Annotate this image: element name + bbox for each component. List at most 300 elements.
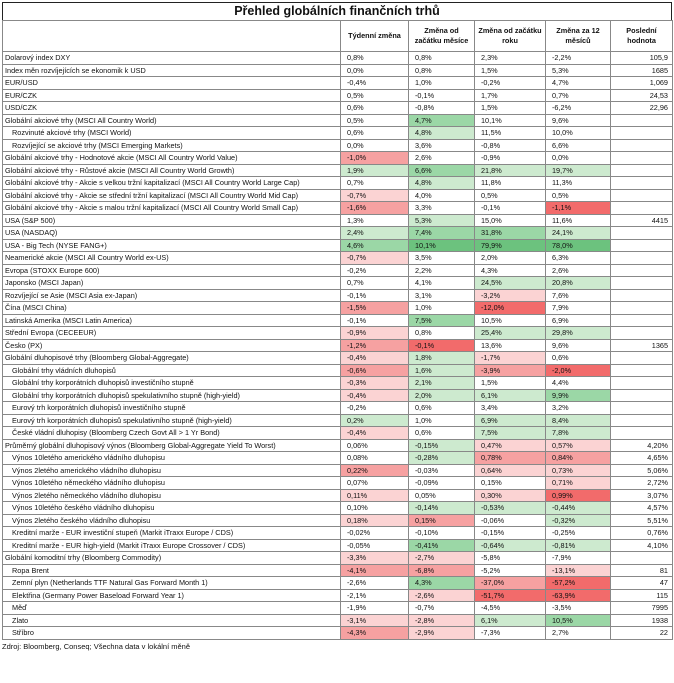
col-header-last: Poslední hodnota (611, 21, 673, 52)
12m-cell: 0,71% (546, 477, 611, 490)
last-value-cell: 4,65% (611, 452, 673, 465)
weekly-cell: -1,9% (341, 602, 409, 615)
mtd-cell: -0,7% (409, 602, 475, 615)
table-row (3, 202, 673, 215)
mtd-cell: 1,0% (409, 414, 475, 427)
mtd-cell: -2,7% (409, 552, 475, 565)
weekly-cell: 0,11% (341, 489, 409, 502)
ytd-cell: -0,53% (475, 502, 546, 515)
table-row (3, 377, 673, 390)
last-value-cell (611, 402, 673, 415)
mtd-cell: 0,6% (409, 427, 475, 440)
12m-cell: 11,3% (546, 177, 611, 190)
table-row (3, 464, 673, 477)
weekly-cell: 0,6% (341, 102, 409, 115)
row-label: Česko (PX) (3, 339, 341, 352)
last-value-cell (611, 364, 673, 377)
12m-cell: 7,9% (546, 302, 611, 315)
table-row (3, 602, 673, 615)
mtd-cell: 2,2% (409, 264, 475, 277)
12m-cell: 0,57% (546, 439, 611, 452)
ytd-cell: 2,3% (475, 52, 546, 65)
12m-cell: 4,4% (546, 377, 611, 390)
row-label: Výnos 2letého českého vládního dluhopisu (3, 514, 341, 527)
ytd-cell: 1,5% (475, 102, 546, 115)
row-label: Neamerické akcie (MSCI All Country World ex-US) (3, 252, 341, 265)
12m-cell: -0,25% (546, 527, 611, 540)
mtd-cell: 4,1% (409, 277, 475, 290)
ytd-cell: 6,1% (475, 389, 546, 402)
table-row (3, 314, 673, 327)
ytd-cell: -0,64% (475, 539, 546, 552)
mtd-cell: -2,6% (409, 589, 475, 602)
12m-cell: -57,2% (546, 577, 611, 590)
row-label: Globální akciové trhy - Akcie se střední tržní kapitalizací (MSCI All Country World Mid Cap) (3, 189, 341, 202)
last-value-cell: 1685 (611, 64, 673, 77)
table-row (3, 339, 673, 352)
mtd-cell: -0,03% (409, 464, 475, 477)
table-row (3, 102, 673, 115)
weekly-cell: 0,7% (341, 277, 409, 290)
12m-cell: 20,8% (546, 277, 611, 290)
last-value-cell (611, 264, 673, 277)
row-label: Výnos 2letého amerického vládního dluhopisu (3, 464, 341, 477)
last-value-cell (611, 377, 673, 390)
ytd-cell: 4,3% (475, 264, 546, 277)
mtd-cell: -0,28% (409, 452, 475, 465)
weekly-cell: 0,0% (341, 139, 409, 152)
ytd-cell: -0,15% (475, 527, 546, 540)
table-row (3, 627, 673, 640)
12m-cell: 0,5% (546, 189, 611, 202)
weekly-cell: -0,6% (341, 364, 409, 377)
mtd-cell: 0,8% (409, 327, 475, 340)
last-value-cell (611, 114, 673, 127)
12m-cell: -3,5% (546, 602, 611, 615)
table-row (3, 227, 673, 240)
12m-cell: 7,8% (546, 427, 611, 440)
mtd-cell: -0,10% (409, 527, 475, 540)
12m-cell: 9,9% (546, 389, 611, 402)
weekly-cell: 1,3% (341, 214, 409, 227)
mtd-cell: 10,1% (409, 239, 475, 252)
mtd-cell: -2,9% (409, 627, 475, 640)
ytd-cell: 7,5% (475, 427, 546, 440)
weekly-cell: 1,9% (341, 164, 409, 177)
mtd-cell: 0,05% (409, 489, 475, 502)
last-value-cell: 3,07% (611, 489, 673, 502)
last-value-cell (611, 239, 673, 252)
last-value-cell: 1,069 (611, 77, 673, 90)
weekly-cell: 0,0% (341, 64, 409, 77)
table-row (3, 139, 673, 152)
last-value-cell (611, 202, 673, 215)
weekly-cell: 0,10% (341, 502, 409, 515)
table-row (3, 352, 673, 365)
row-label: USD/CZK (3, 102, 341, 115)
last-value-cell (611, 252, 673, 265)
row-label: USA - Big Tech (NYSE FANG+) (3, 239, 341, 252)
ytd-cell: -0,1% (475, 202, 546, 215)
last-value-cell: 105,9 (611, 52, 673, 65)
table-row (3, 427, 673, 440)
ytd-cell: -0,06% (475, 514, 546, 527)
table-row (3, 64, 673, 77)
table-row (3, 514, 673, 527)
weekly-cell: -0,3% (341, 377, 409, 390)
12m-cell: 4,7% (546, 77, 611, 90)
row-label: Střední Evropa (CECEEUR) (3, 327, 341, 340)
col-header-mtd: Změna od začátku měsíce (409, 21, 475, 52)
table-row (3, 552, 673, 565)
table-row (3, 239, 673, 252)
row-label: Rozvíjející se akciové trhy (MSCI Emerging Markets) (3, 139, 341, 152)
table-row (3, 164, 673, 177)
last-value-cell (611, 314, 673, 327)
12m-cell: 9,6% (546, 114, 611, 127)
weekly-cell: -0,2% (341, 402, 409, 415)
mtd-cell: 0,6% (409, 402, 475, 415)
last-value-cell: 4,57% (611, 502, 673, 515)
ytd-cell: 0,64% (475, 464, 546, 477)
table-row (3, 289, 673, 302)
weekly-cell: 0,22% (341, 464, 409, 477)
row-label: Globální akciové trhy - Růstové akcie (MSCI All Country World Growth) (3, 164, 341, 177)
table-row (3, 77, 673, 90)
table-row (3, 564, 673, 577)
last-value-cell: 22 (611, 627, 673, 640)
12m-cell: 0,99% (546, 489, 611, 502)
last-value-cell: 22,96 (611, 102, 673, 115)
row-label: Evropa (STOXX Europe 600) (3, 264, 341, 277)
report-title: Přehled globálních finančních trhů (2, 2, 672, 20)
row-label: Japonsko (MSCI Japan) (3, 277, 341, 290)
mtd-cell: 2,6% (409, 152, 475, 165)
weekly-cell: -0,7% (341, 189, 409, 202)
last-value-cell (611, 327, 673, 340)
weekly-cell: -1,2% (341, 339, 409, 352)
row-label: Globální akciové trhy - Akcie s velkou tržní kapitalizací (MSCI All Country World Large Cap) (3, 177, 341, 190)
12m-cell: 0,7% (546, 89, 611, 102)
ytd-cell: 31,8% (475, 227, 546, 240)
mtd-cell: 2,1% (409, 377, 475, 390)
ytd-cell: 24,5% (475, 277, 546, 290)
weekly-cell: 0,07% (341, 477, 409, 490)
mtd-cell: 4,7% (409, 114, 475, 127)
mtd-cell: 0,8% (409, 64, 475, 77)
mtd-cell: -0,41% (409, 539, 475, 552)
12m-cell: 0,73% (546, 464, 611, 477)
weekly-cell: -0,4% (341, 427, 409, 440)
ytd-cell: -7,3% (475, 627, 546, 640)
ytd-cell: 0,47% (475, 439, 546, 452)
last-value-cell: 81 (611, 564, 673, 577)
mtd-cell: -0,15% (409, 439, 475, 452)
ytd-cell: -51,7% (475, 589, 546, 602)
row-label: Globální akciové trhy - Akcie s malou tržní kapitalizací (MSCI All Country World Small Cap) (3, 202, 341, 215)
ytd-cell: -0,9% (475, 152, 546, 165)
ytd-cell: -0,2% (475, 77, 546, 90)
ytd-cell: 11,8% (475, 177, 546, 190)
table-row (3, 114, 673, 127)
last-value-cell: 4,20% (611, 439, 673, 452)
12m-cell: -6,2% (546, 102, 611, 115)
12m-cell: -7,9% (546, 552, 611, 565)
col-header-label (3, 21, 341, 52)
table-row (3, 527, 673, 540)
table-row (3, 577, 673, 590)
12m-cell: 7,6% (546, 289, 611, 302)
source-note: Zdroj: Bloomberg, Conseq; Všechna data v lokální měně (2, 641, 191, 651)
mtd-cell: 0,15% (409, 514, 475, 527)
12m-cell: 0,0% (546, 152, 611, 165)
mtd-cell: 4,8% (409, 177, 475, 190)
last-value-cell (611, 552, 673, 565)
ytd-cell: 21,8% (475, 164, 546, 177)
ytd-cell: 25,4% (475, 327, 546, 340)
mtd-cell: 3,6% (409, 139, 475, 152)
ytd-cell: -5,8% (475, 552, 546, 565)
weekly-cell: -4,3% (341, 627, 409, 640)
table-row (3, 439, 673, 452)
weekly-cell: -0,2% (341, 264, 409, 277)
last-value-cell: 47 (611, 577, 673, 590)
row-label: Stříbro (3, 627, 341, 640)
weekly-cell: 0,5% (341, 89, 409, 102)
row-label: Latinská Amerika (MSCI Latin America) (3, 314, 341, 327)
row-label: Zlato (3, 614, 341, 627)
row-label: Výnos 10letého amerického vládního dluhopisu (3, 452, 341, 465)
market-overview-report (2, 2, 672, 651)
table-row (3, 277, 673, 290)
12m-cell: -2,0% (546, 364, 611, 377)
12m-cell: 9,6% (546, 339, 611, 352)
mtd-cell: -6,8% (409, 564, 475, 577)
row-label: Elektřina (Germany Power Baseload Forward Year 1) (3, 589, 341, 602)
row-label: Výnos 2letého německého vládního dluhopisu (3, 489, 341, 502)
row-label: Globální akciové trhy (MSCI All Country World) (3, 114, 341, 127)
weekly-cell: 0,6% (341, 127, 409, 140)
row-label: Kreditní marže - EUR investiční stupeň (Markit iTraxx Europe / CDS) (3, 527, 341, 540)
row-label: Dolarový index DXY (3, 52, 341, 65)
row-label: Globální trhy korporátních dluhopisů spekulativního stupně (high-yield) (3, 389, 341, 402)
mtd-cell: 0,8% (409, 52, 475, 65)
col-header-ytd: Změna od začátku roku (475, 21, 546, 52)
ytd-cell: 0,30% (475, 489, 546, 502)
last-value-cell (611, 302, 673, 315)
weekly-cell: 4,6% (341, 239, 409, 252)
weekly-cell: -1,0% (341, 152, 409, 165)
row-label: Globální trhy korporátních dluhopisů investičního stupně (3, 377, 341, 390)
table-row (3, 214, 673, 227)
mtd-cell: -0,1% (409, 339, 475, 352)
12m-cell: 0,84% (546, 452, 611, 465)
row-label: Rozvíjející se Asie (MSCI Asia ex-Japan) (3, 289, 341, 302)
ytd-cell: 3,4% (475, 402, 546, 415)
table-row (3, 502, 673, 515)
row-label: Výnos 10letého německého vládního dluhopisu (3, 477, 341, 490)
row-label: České vládní dluhopisy (Bloomberg Czech Govt All > 1 Yr Bond) (3, 427, 341, 440)
ytd-cell: -4,5% (475, 602, 546, 615)
last-value-cell: 7995 (611, 602, 673, 615)
mtd-cell: 3,5% (409, 252, 475, 265)
row-label: Globální dluhopisové trhy (Bloomberg Global-Aggregate) (3, 352, 341, 365)
table-row (3, 589, 673, 602)
12m-cell: 2,6% (546, 264, 611, 277)
12m-cell: -0,32% (546, 514, 611, 527)
weekly-cell: -2,6% (341, 577, 409, 590)
weekly-cell: -3,3% (341, 552, 409, 565)
12m-cell: 19,7% (546, 164, 611, 177)
col-header-weekly: Týdenní změna (341, 21, 409, 52)
table-row (3, 364, 673, 377)
last-value-cell: 24,53 (611, 89, 673, 102)
row-label: Globální trhy vládních dluhopisů (3, 364, 341, 377)
12m-cell: -13,1% (546, 564, 611, 577)
ytd-cell: 1,5% (475, 64, 546, 77)
table-row (3, 264, 673, 277)
mtd-cell: 2,0% (409, 389, 475, 402)
12m-cell: 29,8% (546, 327, 611, 340)
table-row (3, 477, 673, 490)
ytd-cell: 6,9% (475, 414, 546, 427)
ytd-cell: -12,0% (475, 302, 546, 315)
12m-cell: 2,7% (546, 627, 611, 640)
ytd-cell: -37,0% (475, 577, 546, 590)
table-row (3, 127, 673, 140)
last-value-cell: 4,10% (611, 539, 673, 552)
12m-cell: 78,0% (546, 239, 611, 252)
12m-cell: 10,0% (546, 127, 611, 140)
mtd-cell: 4,3% (409, 577, 475, 590)
ytd-cell: 79,9% (475, 239, 546, 252)
row-label: Ropa Brent (3, 564, 341, 577)
weekly-cell: 0,18% (341, 514, 409, 527)
table-row (3, 189, 673, 202)
last-value-cell (611, 127, 673, 140)
weekly-cell: 0,2% (341, 414, 409, 427)
mtd-cell: 7,4% (409, 227, 475, 240)
weekly-cell: -0,4% (341, 352, 409, 365)
12m-cell: 3,2% (546, 402, 611, 415)
mtd-cell: -0,14% (409, 502, 475, 515)
ytd-cell: 10,5% (475, 314, 546, 327)
row-label: EUR/USD (3, 77, 341, 90)
mtd-cell: 4,8% (409, 127, 475, 140)
ytd-cell: -1,7% (475, 352, 546, 365)
12m-cell: 24,1% (546, 227, 611, 240)
row-label: Eurový trh korporátních dluhopisů investičního stupně (3, 402, 341, 415)
table-row (3, 177, 673, 190)
weekly-cell: -1,6% (341, 202, 409, 215)
row-label: Měď (3, 602, 341, 615)
weekly-cell: 0,7% (341, 177, 409, 190)
mtd-cell: 6,6% (409, 164, 475, 177)
12m-cell: 6,6% (546, 139, 611, 152)
row-label: Průměrný globální dluhopisový výnos (Bloomberg Global-Aggregate Yield To Worst) (3, 439, 341, 452)
mtd-cell: 1,0% (409, 302, 475, 315)
weekly-cell: -0,1% (341, 289, 409, 302)
last-value-cell (611, 289, 673, 302)
mtd-cell: 1,6% (409, 364, 475, 377)
weekly-cell: 0,08% (341, 452, 409, 465)
mtd-cell: -0,8% (409, 102, 475, 115)
mtd-cell: 3,1% (409, 289, 475, 302)
ytd-cell: 11,5% (475, 127, 546, 140)
last-value-cell (611, 414, 673, 427)
12m-cell: -2,2% (546, 52, 611, 65)
12m-cell: 6,3% (546, 252, 611, 265)
weekly-cell: -0,4% (341, 389, 409, 402)
row-label: USA (NASDAQ) (3, 227, 341, 240)
table-row (3, 252, 673, 265)
table-row (3, 327, 673, 340)
weekly-cell: -4,1% (341, 564, 409, 577)
weekly-cell: 0,8% (341, 52, 409, 65)
12m-cell: 10,5% (546, 614, 611, 627)
header-row (3, 21, 673, 52)
table-row (3, 402, 673, 415)
ytd-cell: 1,7% (475, 89, 546, 102)
ytd-cell: 0,15% (475, 477, 546, 490)
ytd-cell: 0,5% (475, 189, 546, 202)
row-label: Zemní plyn (Netherlands TTF Natural Gas Forward Month 1) (3, 577, 341, 590)
last-value-cell (611, 227, 673, 240)
table-row (3, 389, 673, 402)
last-value-cell (611, 427, 673, 440)
ytd-cell: -0,8% (475, 139, 546, 152)
row-label: Index měn rozvíjejících se ekonomik k USD (3, 64, 341, 77)
weekly-cell: -0,4% (341, 77, 409, 90)
table-row (3, 452, 673, 465)
last-value-cell (611, 177, 673, 190)
weekly-cell: 0,06% (341, 439, 409, 452)
row-label: Výnos 10letého českého vládního dluhopisu (3, 502, 341, 515)
ytd-cell: 13,6% (475, 339, 546, 352)
12m-cell: 8,4% (546, 414, 611, 427)
table-row (3, 539, 673, 552)
table-row (3, 489, 673, 502)
ytd-cell: 6,1% (475, 614, 546, 627)
weekly-cell: -0,05% (341, 539, 409, 552)
row-label: USA (S&P 500) (3, 214, 341, 227)
row-label: Čína (MSCI China) (3, 302, 341, 315)
12m-cell: 0,6% (546, 352, 611, 365)
mtd-cell: -0,09% (409, 477, 475, 490)
table-row (3, 52, 673, 65)
weekly-cell: -0,7% (341, 252, 409, 265)
row-label: Eurový trh korporátních dluhopisů spekulativního stupně (high-yield) (3, 414, 341, 427)
12m-cell: 6,9% (546, 314, 611, 327)
ytd-cell: 1,5% (475, 377, 546, 390)
last-value-cell (611, 352, 673, 365)
last-value-cell (611, 139, 673, 152)
ytd-cell: -5,2% (475, 564, 546, 577)
weekly-cell: 0,5% (341, 114, 409, 127)
last-value-cell (611, 189, 673, 202)
table-row (3, 302, 673, 315)
last-value-cell: 0,76% (611, 527, 673, 540)
row-label: Kreditní marže - EUR high-yield (Markit iTraxx Europe Crossover / CDS) (3, 539, 341, 552)
col-header-12m: Změna za 12 měsíců (546, 21, 611, 52)
last-value-cell (611, 277, 673, 290)
row-label: Globální akciové trhy - Hodnotové akcie (MSCI All Country World Value) (3, 152, 341, 165)
weekly-cell: -2,1% (341, 589, 409, 602)
ytd-cell: 0,78% (475, 452, 546, 465)
12m-cell: -0,44% (546, 502, 611, 515)
last-value-cell: 2,72% (611, 477, 673, 490)
ytd-cell: 15,0% (475, 214, 546, 227)
